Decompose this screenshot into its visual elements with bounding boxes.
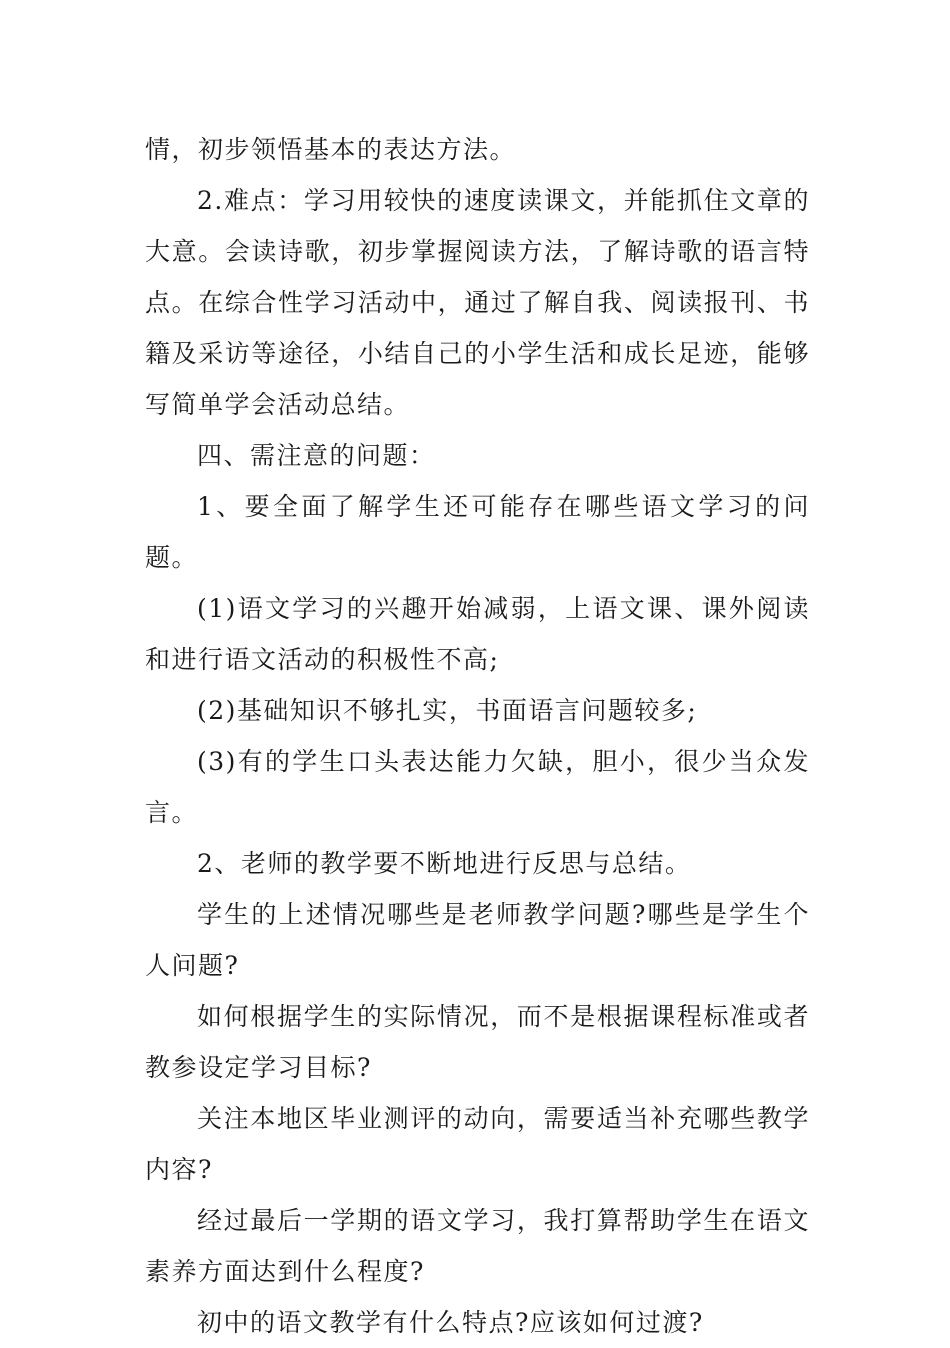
document-body [145, 124, 810, 1348]
list-item-2: 2、老师的教学要不断地进行反思与总结。 [197, 849, 692, 878]
section-heading-issues: 四、需注意的问题： [197, 441, 436, 470]
paragraph-difficulty: 2.难点：学习用较快的速度读课文，并能抓住文章的大意。会读诗歌，初步掌握阅读方法，了解诗歌的语言特点。在综合性学习活动中，通过了解自我、阅读报刊、书籍及采访等途径，小结自己的小学生活和成长足迹，能够写简单学会活动总结。 [145, 186, 810, 419]
list-item-1: 1、要全面了解学生还可能存在哪些语文学习的问题。 [145, 492, 810, 572]
question-2: 如何根据学生的实际情况，而不是根据课程标准或者教参设定学习目标? [145, 1002, 810, 1082]
question-1: 学生的上述情况哪些是老师教学问题?哪些是学生个人问题? [145, 900, 810, 980]
question-3: 关注本地区毕业测评的动向，需要适当补充哪些教学内容? [145, 1104, 810, 1184]
sub-item-1: (1)语文学习的兴趣开始减弱，上语文课、课外阅读和进行语文活动的积极性不高; [145, 594, 810, 674]
sub-item-2: (2)基础知识不够扎实，书面语言问题较多; [197, 696, 698, 725]
question-5: 初中的语文教学有什么特点?应该如何过渡? [197, 1308, 704, 1337]
question-4: 经过最后一学期的语文学习，我打算帮助学生在语文素养方面达到什么程度? [145, 1206, 810, 1286]
sub-item-3: (3)有的学生口头表达能力欠缺，胆小，很少当众发言。 [145, 747, 810, 827]
paragraph-continuation: 情，初步领悟基本的表达方法。 [145, 135, 517, 164]
